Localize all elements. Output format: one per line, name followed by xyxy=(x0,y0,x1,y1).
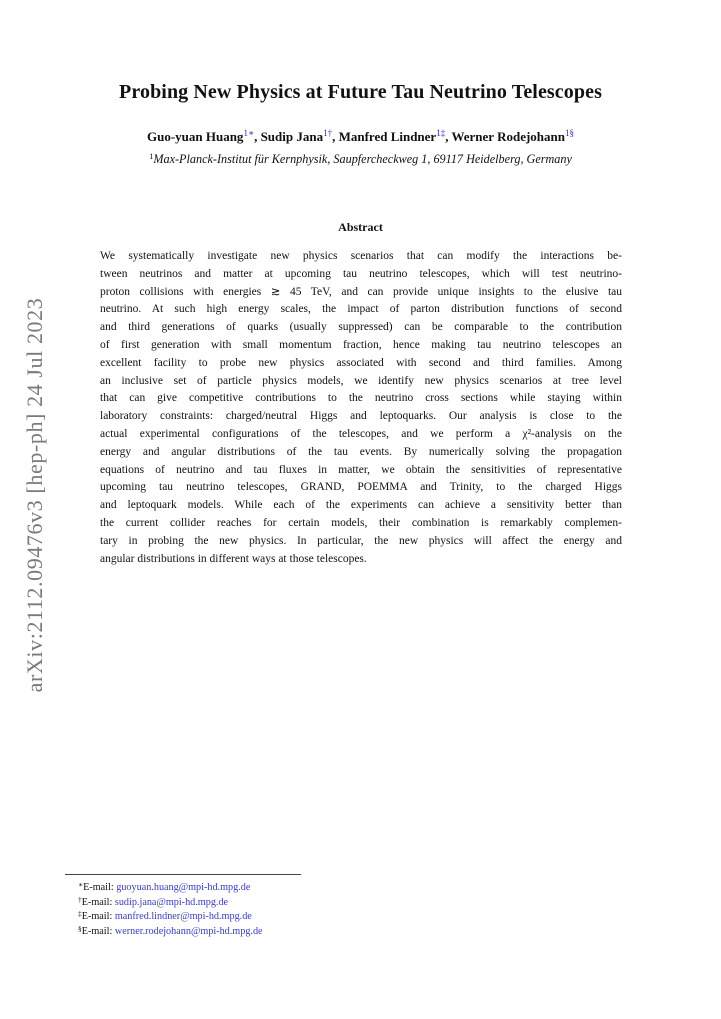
abstract-line: upcoming tau neutrino telescopes, GRAND, POEMMA and Trinity, to the charged Higgs xyxy=(100,481,622,494)
email-link[interactable]: guoyuan.huang@mpi-hd.mpg.de xyxy=(116,882,251,893)
affiliation xyxy=(0,151,721,167)
abstract-line: actual experimental configurations of the telescopes, and we perform a χ²-analysis on the xyxy=(100,427,622,440)
footnote-divider xyxy=(65,874,301,875)
author-name: Sudip Jana xyxy=(260,129,324,144)
abstract-line: equations of neutrino and tau fluxes in matter, we obtain the sensitivities of representative xyxy=(100,463,622,476)
abstract-line: and leptoquark models. While each of the experiments can achieve a sensitivity better than xyxy=(100,499,622,512)
author-list: Guo-yuan Huang$^{1∗}$, Sudip Jana$^{1\dagger}$, Manfred Lindner$^{1\ddagger}$, Werner Rodejohann$^{1\S}$ xyxy=(146,128,574,144)
author-name: Guo-yuan Huang xyxy=(146,129,244,144)
abstract-heading: Abstract xyxy=(338,220,383,234)
abstract-line: of first generation with small momentum fraction, hence making tau neutrino telescopes an xyxy=(100,338,622,351)
abstract-line: We systematically investigate new physics scenarios that can modify the interactions be- xyxy=(100,250,622,262)
footnote-label: E-mail: xyxy=(81,896,115,908)
email-link[interactable]: sudip.jana@mpi-hd.mpg.de xyxy=(114,896,229,908)
abstract-line: laboratory constraints: charged/neutral Higgs and leptoquarks. Our analysis is close to the xyxy=(100,410,622,423)
abstract-line: angular distributions in different ways at those telescopes. xyxy=(100,552,367,565)
paper-title: Probing New Physics at Future Tau Neutrino Telescopes xyxy=(119,81,602,103)
footnote-label: E-mail: xyxy=(81,926,115,938)
email-link[interactable]: werner.rodejohann@mpi-hd.mpg.de xyxy=(114,926,263,938)
footnote-mark: § xyxy=(78,924,82,934)
footnote-mark: † xyxy=(78,894,82,904)
footnote xyxy=(78,878,263,893)
abstract-line: an inclusive set of particle physics models, we identify new physics scenarios at tree level xyxy=(100,374,622,387)
email-link[interactable]: manfred.lindner@mpi-hd.mpg.de xyxy=(114,911,252,923)
footnote-label: E-mail: xyxy=(81,911,115,923)
author-mark: 1‡ xyxy=(436,128,446,138)
abstract-line: neutrino. At such high energy scales, the impact of parton distribution functions of second xyxy=(100,303,622,316)
abstract-line: the current collider reaches for certain models, their combination is remarkably complemen- xyxy=(100,516,622,529)
abstract-line: tary in probing the new physics. In particular, the new physics will affect the energy and xyxy=(100,534,622,547)
author-mark: 1§ xyxy=(565,128,574,138)
abstract-line: energy and angular distributions of the tau events. By numerically solving the propagation xyxy=(100,445,622,458)
footnote-mark: ‡ xyxy=(78,909,82,919)
affiliation-text: Max-Planck-Institut für Kernphysik, Saupfercheckweg 1, 69117 Heidelberg, Germany xyxy=(153,152,572,166)
abstract-line: tween neutrinos and matter at upcoming tau neutrino telescopes, which will test neutrino- xyxy=(100,267,622,280)
footnote xyxy=(78,907,263,922)
affiliation-mark: 1 xyxy=(149,151,154,161)
author-mark: 1† xyxy=(323,128,333,138)
footnotes xyxy=(78,878,263,937)
author-name: Manfred Lindner xyxy=(338,129,437,144)
footnote-mark: ∗ xyxy=(78,880,84,889)
abstract-line: and third generations of quarks (usually suppressed) can be comparable to the contribution xyxy=(100,321,622,334)
author-mark: 1∗ xyxy=(243,128,255,138)
abstract-line: that can give competitive contributions to the neutrino cross sections while staying within xyxy=(100,392,622,405)
abstract-line: excellent facility to probe new physics associated with second and third families. Among xyxy=(100,356,622,369)
footnote-label: E-mail: xyxy=(83,882,117,893)
footnote xyxy=(78,922,263,937)
footnote xyxy=(78,893,263,908)
abstract-line: proton collisions with energies ≳ 45 TeV, and can provide unique insights to the elusive tau xyxy=(100,285,622,298)
arxiv-stamp: arXiv:2112.09476v3 [hep-ph] 24 Jul 2023 xyxy=(22,297,47,693)
author-name: Werner Rodejohann xyxy=(451,129,565,144)
abstract-body xyxy=(100,248,622,568)
